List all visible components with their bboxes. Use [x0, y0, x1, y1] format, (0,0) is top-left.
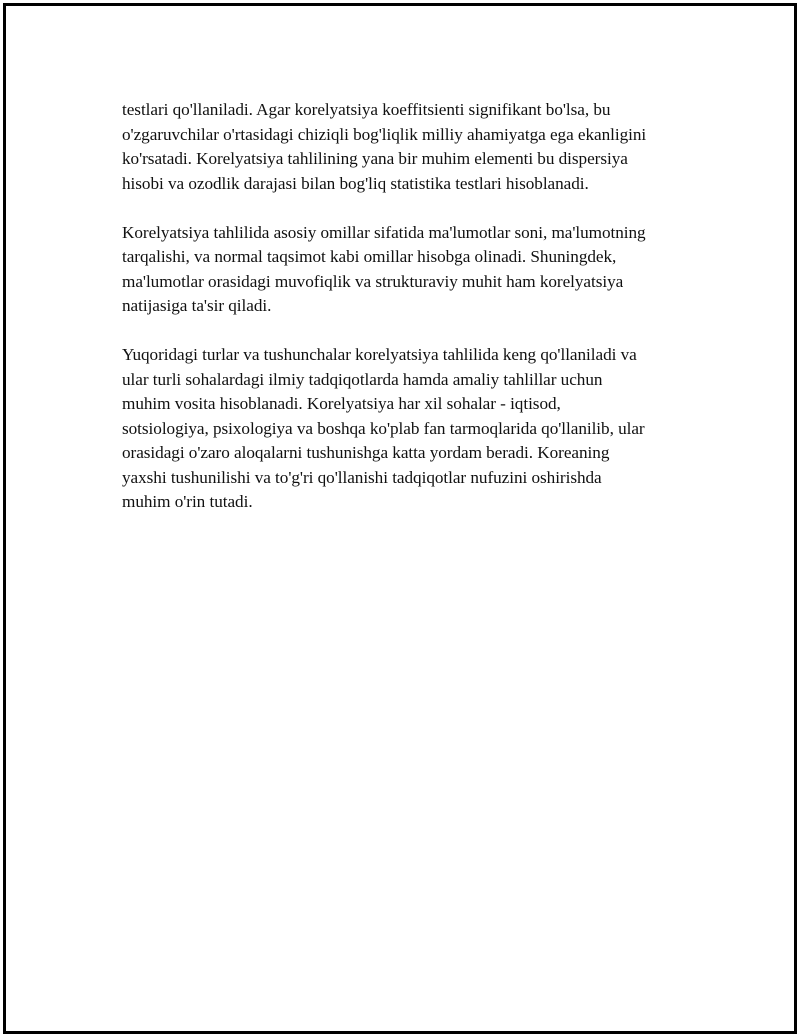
- text-line: ular turli sohalardagi ilmiy tadqiqotlarda hamda amaliy tahlillar uchun: [122, 369, 603, 389]
- text-line: Yuqoridagi turlar va tushunchalar korelyatsiya tahlilida keng qo'llaniladi va: [122, 345, 637, 364]
- text-line: testlari qo'llaniladi. Agar korelyatsiya koeffitsienti signifikant bo'lsa, bu: [122, 100, 611, 119]
- text-line: muhim vosita hisoblanadi. Korelyatsiya har xil sohalar - iqtisod,: [122, 394, 561, 413]
- text-line: ko'rsatadi. Korelyatsiya tahlilining yana bir muhim elementi bu dispersiya: [122, 149, 628, 168]
- text-line: sotsiologiya, psixologiya va boshqa ko'plab fan tarmoqlarida qo'llanilib, ular: [122, 418, 645, 438]
- text-line: natijasiga ta'sir qiladi.: [122, 296, 272, 315]
- text-line: o'zgaruvchilar o'rtasidagi chiziqli bog'liqlik milliy ahamiyatga ega ekanligini: [122, 124, 647, 144]
- text-line: muhim o'rin tutadi.: [122, 492, 253, 511]
- paragraph-2: [122, 221, 706, 319]
- text-line: ma'lumotlar orasidagi muvofiqlik va strukturaviy muhit ham korelyatsiya: [122, 271, 624, 291]
- text-line: Korelyatsiya tahlilida asosiy omillar sifatida ma'lumotlar soni, ma'lumotning: [122, 222, 646, 242]
- text-line: yaxshi tushunilishi va to'g'ri qo'llanishi tadqiqotlar nufuzini oshirishda: [122, 467, 602, 487]
- text-line: tarqalishi, va normal taqsimot kabi omillar hisobga olinadi. Shuningdek,: [122, 247, 617, 266]
- text-line: orasidagi o'zaro aloqalarni tushunishga katta yordam beradi. Koreaning: [122, 443, 610, 462]
- paragraph-1: [122, 98, 706, 196]
- page-body: [122, 98, 706, 539]
- paragraph-3: [122, 343, 706, 515]
- text-line: hisobi va ozodlik darajasi bilan bog'liq statistika testlari hisoblanadi.: [122, 173, 589, 193]
- page-frame: [3, 3, 797, 1034]
